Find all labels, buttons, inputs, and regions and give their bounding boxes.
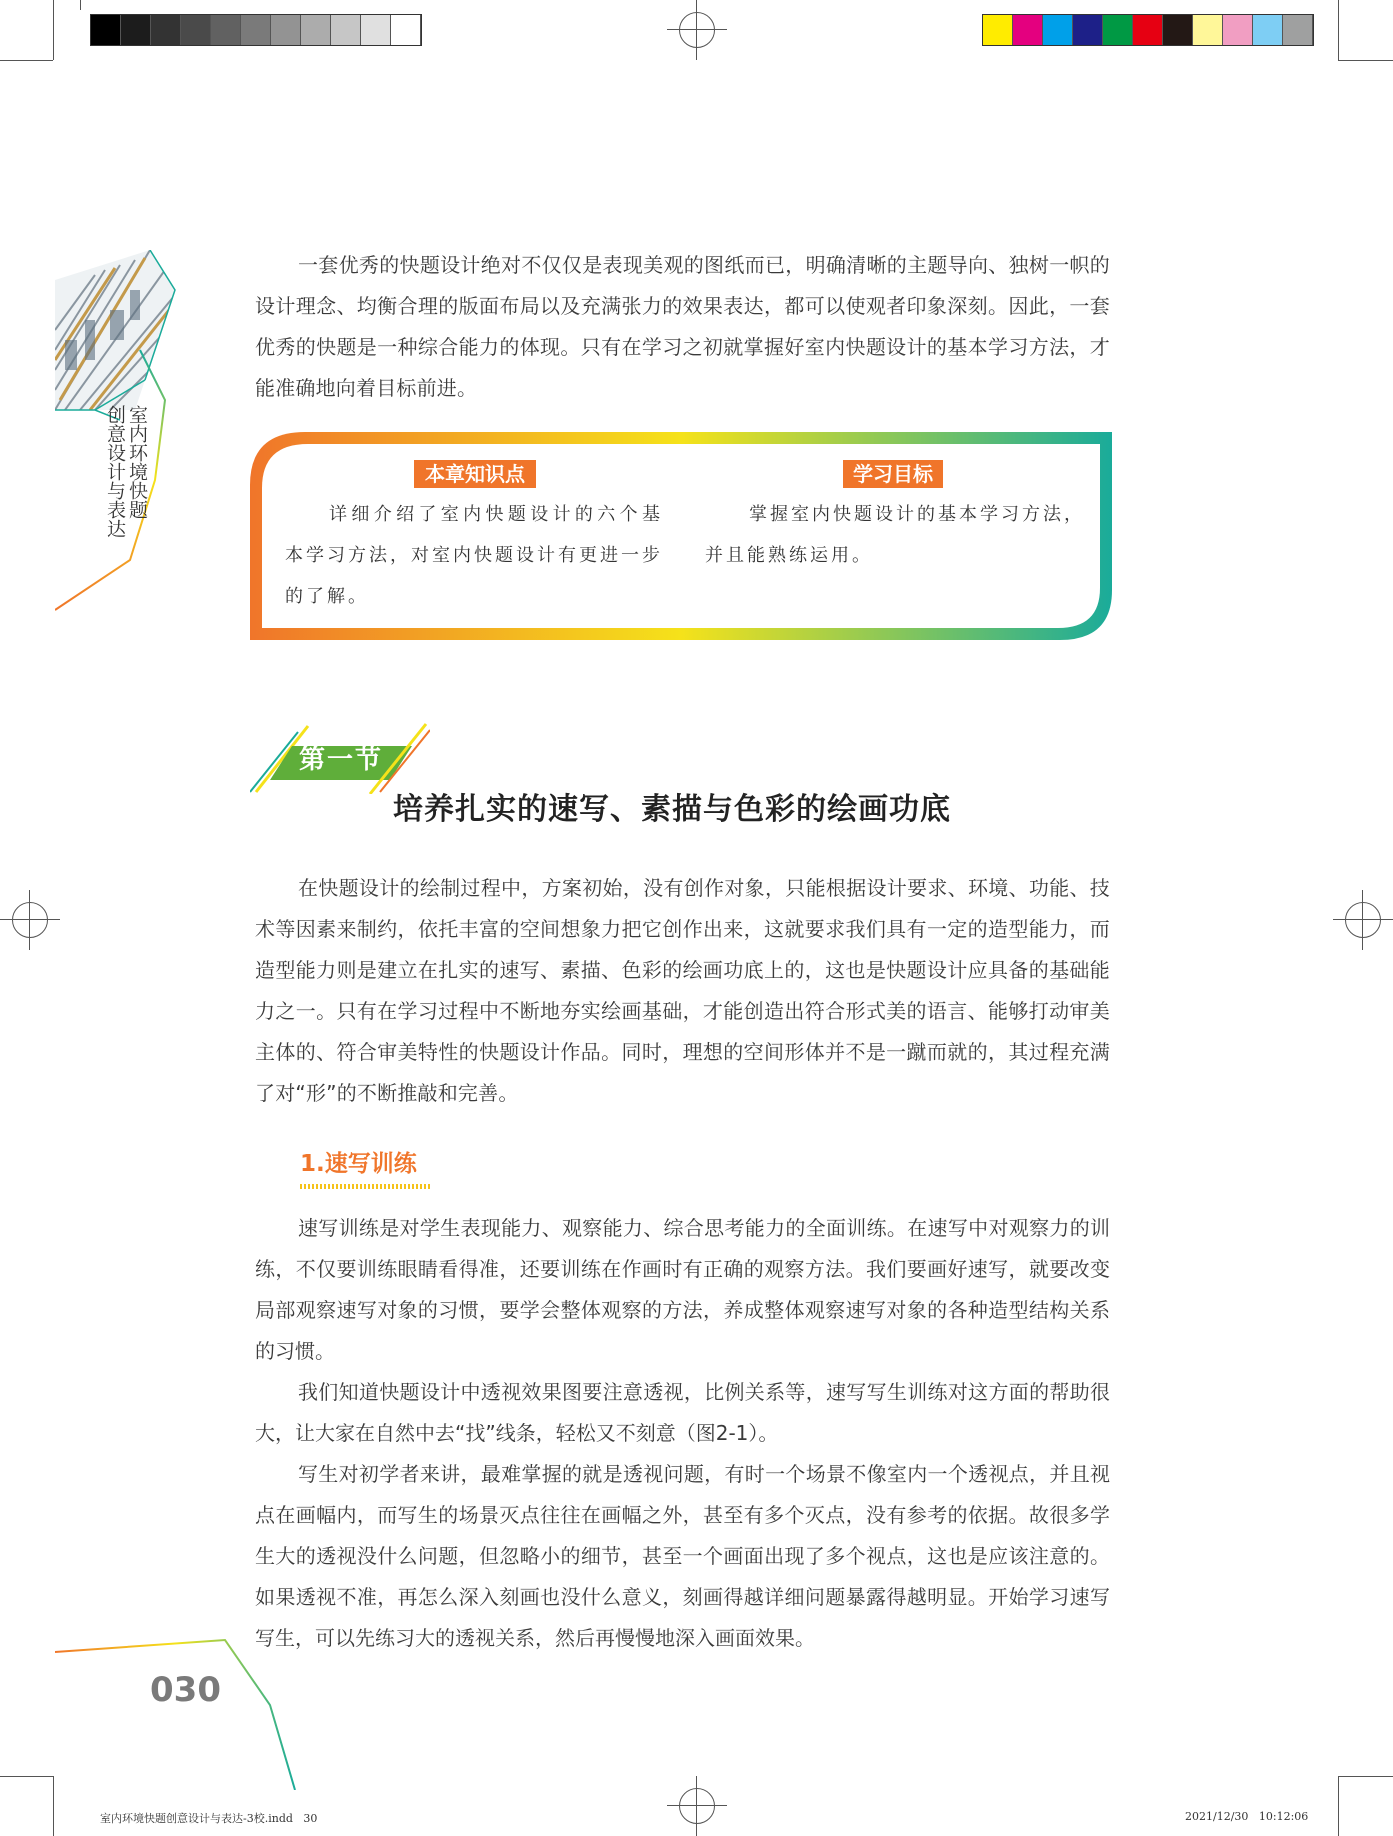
page-number-decoration: [55, 1630, 305, 1790]
crop-mark: [0, 60, 53, 61]
color-swatch: [121, 15, 151, 45]
color-swatch: [181, 15, 211, 45]
subsection-underline: [300, 1184, 430, 1189]
intro-paragraph: 一套优秀的快题设计绝对不仅仅是表现美观的图纸而已，明确清晰的主题导向、独树一帜的设计理念、均衡合理的版面布局以及充满张力的效果表达，都可以使观者印象深刻。因此，一套优秀的快题是一种综合能力的体现。只有在学习之初就掌握好室内快题设计的基本学习方法，才能准确地向着目标前进。: [255, 253, 1110, 400]
color-swatch: [211, 15, 241, 45]
body-paragraph: 我们知道快题设计中透视效果图要注意透视，比例关系等，速写写生训练对这方面的帮助很大，让大家在自然中去“找”线条，轻松又不刻意（图2-1）。: [255, 1380, 1110, 1445]
registration-mark: [667, 1776, 727, 1836]
print-slug-timestamp: 2021/12/30 10:12:06: [1185, 1810, 1309, 1823]
crop-mark: [1338, 60, 1393, 61]
color-swatch: [1043, 15, 1073, 45]
color-swatch: [1223, 15, 1253, 45]
color-swatch: [1283, 15, 1313, 45]
body-paragraph: 写生对初学者来讲，最难掌握的就是透视问题，有时一个场景不像室内一个透视点，并且视点在画幅内，而写生的场景灭点往往在画幅之外，甚至有多个灭点，没有参考的依据。故很多学生大的透视没什么问题，但忽略小的细节，甚至一个画面出现了多个视点，这也是应该注意的。如果透视不准，再怎么深入刻画也没什么意义，刻画得越详细问题暴露得越明显。开始学习速写写生，可以先练习大的透视关系，然后再慢慢地深入画面效果。: [255, 1462, 1110, 1650]
color-swatch: [1253, 15, 1283, 45]
goal-text: 掌握室内快题设计的基本学习方法，并且能熟练运用。: [705, 504, 1085, 566]
color-swatch: [331, 15, 361, 45]
knowledge-text: 详细介绍了室内快题设计的六个基本学习方法，对室内快题设计有更进一步的了解。: [285, 504, 663, 607]
color-swatch: [983, 15, 1013, 45]
color-swatch: [1013, 15, 1043, 45]
page-number: 030: [150, 1670, 221, 1710]
color-swatch: [1193, 15, 1223, 45]
side-tab-title: [104, 405, 148, 538]
crop-mark: [0, 1776, 53, 1777]
section-paragraph: 在快题设计的绘制过程中，方案初始，没有创作对象，只能根据设计要求、环境、功能、技术等因素来制约，依托丰富的空间想象力把它创作出来，这就要求我们具有一定的造型能力，而造型能力则是建立在扎实的速写、素描、色彩的绘画功底上的，这也是快题设计应具备的基础能力之一。只有在学习过程中不断地夯实绘画基础，才能创造出符合形式美的语言、能够打动审美主体的、符合审美特性的快题设计作品。同时，理想的空间形体并不是一蹴而就的，其过程充满了对“形”的不断推敲和完善。: [255, 876, 1110, 1105]
crop-mark: [1338, 1776, 1339, 1836]
crop-mark: [1338, 0, 1339, 60]
body-paragraph: 速写训练是对学生表现能力、观察能力、综合思考能力的全面训练。在速写中对观察力的训练，不仅要训练眼睛看得准，还要训练在作画时有正确的观察方法。我们要画好速写，就要改变局部观察速写对象的习惯，要学会整体观察的方法，养成整体观察速写对象的各种造型结构关系的习惯。: [255, 1216, 1110, 1363]
print-slug-filename: 室内环境快题创意设计与表达-3校.indd 30: [100, 1812, 318, 1825]
color-swatch: [301, 15, 331, 45]
gray-calibration-bar: [90, 14, 422, 46]
goal-label: 学习目标: [843, 460, 943, 488]
color-swatch: [1103, 15, 1133, 45]
color-swatch: [361, 15, 391, 45]
registration-mark: [1333, 890, 1393, 950]
crop-mark: [80, 0, 81, 10]
color-swatch: [1073, 15, 1103, 45]
color-swatch: [271, 15, 301, 45]
registration-mark: [0, 890, 60, 950]
subsection-title: 1.速写训练: [300, 1151, 417, 1177]
crop-mark: [53, 1776, 54, 1836]
color-swatch: [151, 15, 181, 45]
color-calibration-bar: [982, 14, 1314, 46]
knowledge-label: 本章知识点: [414, 460, 536, 488]
color-swatch: [241, 15, 271, 45]
body-text: [255, 1208, 1110, 1659]
crop-mark: [53, 0, 54, 60]
color-swatch: [1163, 15, 1193, 45]
color-swatch: [391, 15, 421, 45]
side-tab-title-line1: 室内环境快题: [126, 405, 148, 519]
section-title: 培养扎实的速写、素描与色彩的绘画功底: [393, 792, 951, 827]
section-badge: 第一节: [298, 745, 383, 775]
color-swatch: [1133, 15, 1163, 45]
color-swatch: [91, 15, 121, 45]
registration-mark: [667, 0, 727, 60]
crop-mark: [1338, 1776, 1393, 1777]
side-tab-title-line2: 创意设计与表达: [104, 405, 126, 538]
